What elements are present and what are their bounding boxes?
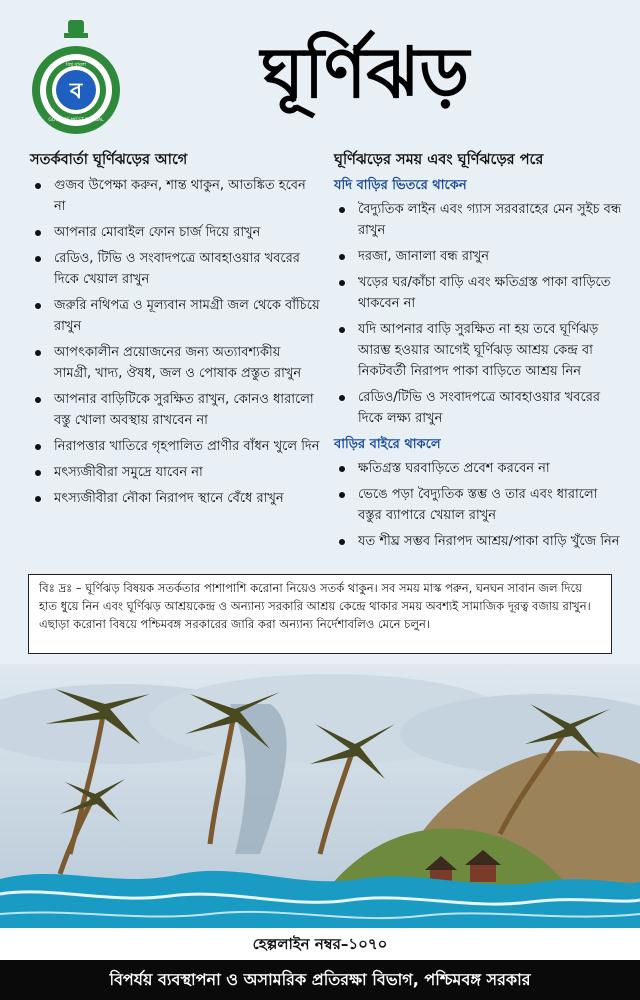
list-item: যত শীঘ্র সম্ভব নিরাপদ আশ্রয়/পাকা বাড়ি খুঁজে নিন bbox=[334, 531, 624, 552]
covid-note-text: বিঃ দ্রঃ – ঘূর্ণিঝড় বিষয়ক সতর্কতার পাশাপাশি করোনা নিয়েও সতর্ক থাকুন। সব সময় মাস্ক পরুন, ঘনঘন সাবান জল দিয়ে হাত ধুয়ে নিন এবং ঘূর্ণিঝড় আশ্রয়কেন্দ্র ও অন্যান্য সরকারি আশ্রয় কেন্দ্রে থাকার সময় অবশ্যই সামাজিক দূরত্ব বজায় রাখুন। এছাড়া করোনা বিষয়ে পশ্চিমবঙ্গ সরকারের জারি করা অন্যান্য নির্দেশাবলিও মেনে চলুন। bbox=[39, 581, 591, 631]
list-item: রেডিও, টিভি ও সংবাদপত্রে আবহাওয়ার খবরের দিকে খেয়াল রাখুন bbox=[30, 248, 320, 290]
inside-home-list bbox=[334, 199, 624, 429]
cyclone-illustration bbox=[0, 664, 640, 932]
svg-text:ব: ব bbox=[69, 79, 83, 104]
footer-bar bbox=[0, 960, 640, 1000]
list-item: ভেঙে পড়া বৈদ্যুতিক স্তম্ভ ও তার এবং ধারালো বস্তুর ব্যাপারে খেয়াল রাখুন bbox=[334, 484, 624, 526]
list-item: মৎস্যজীবীরা সমুদ্রে যাবেন না bbox=[30, 462, 320, 483]
outside-home-list bbox=[334, 458, 624, 552]
list-item: নিরাপত্তার খাতিরে গৃহপালিত প্রাণীর বাঁধন খুলে দিন bbox=[30, 436, 320, 457]
list-item: রেডিও/টিভি ও সংবাদপত্রে আবহাওয়ার খবরের দিকে লক্ষ্য রাখুন bbox=[334, 387, 624, 429]
helpline-text: হেল্পলাইন নম্বর–১০৭০ bbox=[252, 935, 388, 953]
list-item: জরুরি নথিপত্র ও মূল্যবান সামগ্রী জল থেকে বাঁচিয়ে রাখুন bbox=[30, 295, 320, 337]
svg-text:বিশ্ব বাংলা: বিশ্ব বাংলা bbox=[65, 62, 87, 68]
before-cyclone-list bbox=[30, 175, 320, 509]
list-item: খড়ের ঘর/কাঁচা বাড়ি এবং ক্ষতিগ্রস্ত পাকা বাড়িতে থাকবেন না bbox=[334, 272, 624, 314]
helpline-bar bbox=[0, 928, 640, 960]
list-item: আপনার মোবাইল ফোন চার্জ দিয়ে রাখুন bbox=[30, 222, 320, 243]
during-after-heading: ঘূর্ণিঝড়ের সময় এবং ঘূর্ণিঝড়ের পরে bbox=[334, 152, 544, 168]
inside-home-heading: যদি বাড়ির ভিতরে থাকেন bbox=[334, 178, 467, 193]
page-title: ঘূর্ণিঝড় bbox=[260, 31, 470, 114]
list-item: যদি আপনার বাড়ি সুরক্ষিত না হয় তবে ঘূর্ণিঝড় আরম্ভ হওয়ার আগেই ঘূর্ণিঝড় আশ্রয় কেন্দ্র বা নিকটবর্তী নিরাপদ পাকা বাড়িতে আশ্রয় নিন bbox=[334, 319, 624, 382]
list-item: আপনার বাড়িটিকে সুরক্ষিত রাখুন, কোনও ধারালো বস্তু খোলা অবস্থায় রাখবেন না bbox=[30, 389, 320, 431]
before-cyclone-section bbox=[30, 150, 320, 514]
footer-text: বিপর্যয় ব্যবস্থাপনা ও অসামরিক প্রতিরক্ষা বিভাগ, পশ্চিমবঙ্গ সরকার bbox=[109, 970, 531, 989]
list-item: গুজব উপেক্ষা করুন, শান্ত থাকুন, আতঙ্কিত হবেন না bbox=[30, 175, 320, 217]
before-cyclone-heading: সতর্কবার্তা ঘূর্ণিঝড়ের আগে bbox=[30, 152, 188, 168]
list-item: দরজা, জানালা বন্ধ রাখুন bbox=[334, 246, 624, 267]
covid-note-box bbox=[28, 574, 612, 654]
list-item: বৈদ্যুতিক লাইন এবং গ্যাস সরবরাহের মেন সুইচ বন্ধ রাখুন bbox=[334, 199, 624, 241]
svg-text:GOVT. OF WEST BENGAL: GOVT. OF WEST BENGAL bbox=[48, 118, 104, 123]
outside-home-heading: বাড়ির বাইরে থাকলে bbox=[334, 437, 441, 452]
header bbox=[0, 0, 640, 150]
list-item: মৎস্যজীবীরা নৌকা নিরাপদ স্থানে বেঁধে রাখুন bbox=[30, 488, 320, 509]
govt-emblem-icon bbox=[26, 18, 126, 138]
list-item: ক্ষতিগ্রস্ত ঘরবাড়িতে প্রবেশ করবেন না bbox=[334, 458, 624, 479]
during-after-cyclone-section bbox=[334, 150, 624, 557]
list-item: আপৎকালীন প্রয়োজনের জন্য অত্যাবশ্যকীয় সামগ্রী, খাদ্য, ঔষধ, জল ও পোষাক প্রস্তুত রাখুন bbox=[30, 342, 320, 384]
